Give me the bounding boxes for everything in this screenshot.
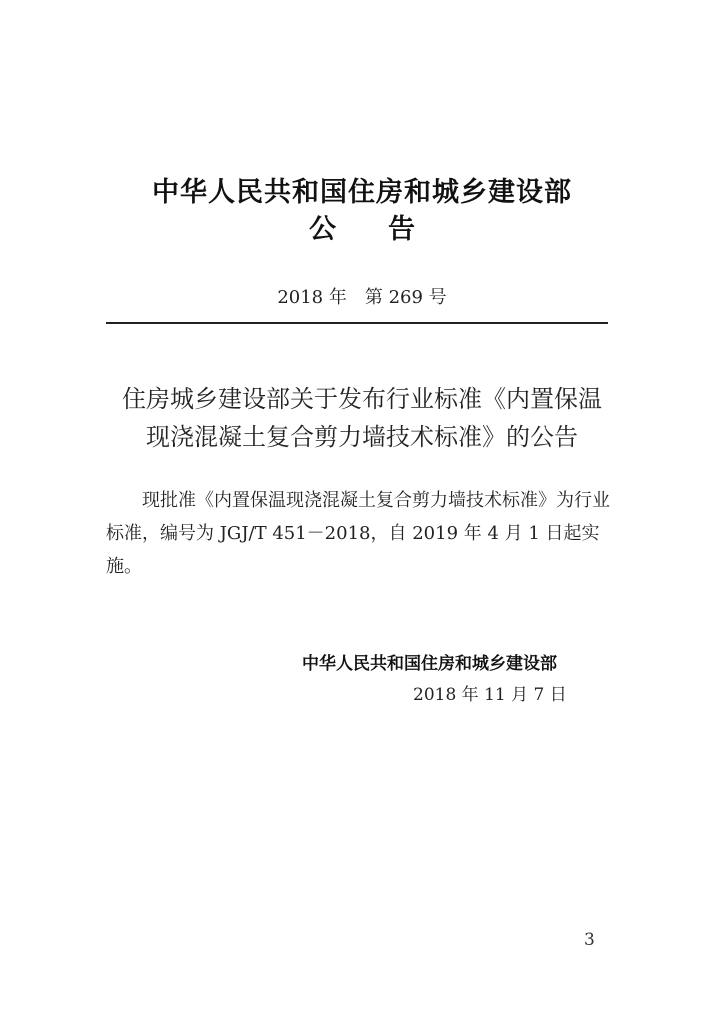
announcement-number-line bbox=[0, 283, 724, 309]
notice-title-line-1: 住房城乡建设部关于发布行业标准《内置保温 bbox=[122, 385, 602, 413]
signature-date: 2018 年 11 月 7 日 bbox=[413, 685, 567, 705]
header-divider bbox=[106, 322, 608, 324]
notice-title-line-2: 现浇混凝土复合剪力墙技术标准》的公告 bbox=[146, 423, 578, 451]
announcement-number: 第 269 号 bbox=[364, 287, 447, 308]
page-number: 3 bbox=[584, 930, 595, 950]
ministry-title: 中华人民共和国住房和城乡建设部 bbox=[152, 177, 572, 208]
announcement-year: 2018 年 bbox=[277, 287, 347, 308]
doc-type-char-1: 公 bbox=[309, 214, 336, 245]
doc-type-char-2: 告 bbox=[388, 214, 415, 245]
notice-body-text: 现批准《内置保温现浇混凝土复合剪力墙技术标准》为行业标准，编号为 JGJ/T 451－2018，自 2019 年 4 月 1 日起实施。 bbox=[106, 490, 610, 577]
notice-title bbox=[0, 380, 724, 456]
signature-organization: 中华人民共和国住房和城乡建设部 bbox=[302, 654, 557, 674]
notice-body bbox=[106, 484, 616, 583]
document-type-heading bbox=[0, 207, 724, 246]
